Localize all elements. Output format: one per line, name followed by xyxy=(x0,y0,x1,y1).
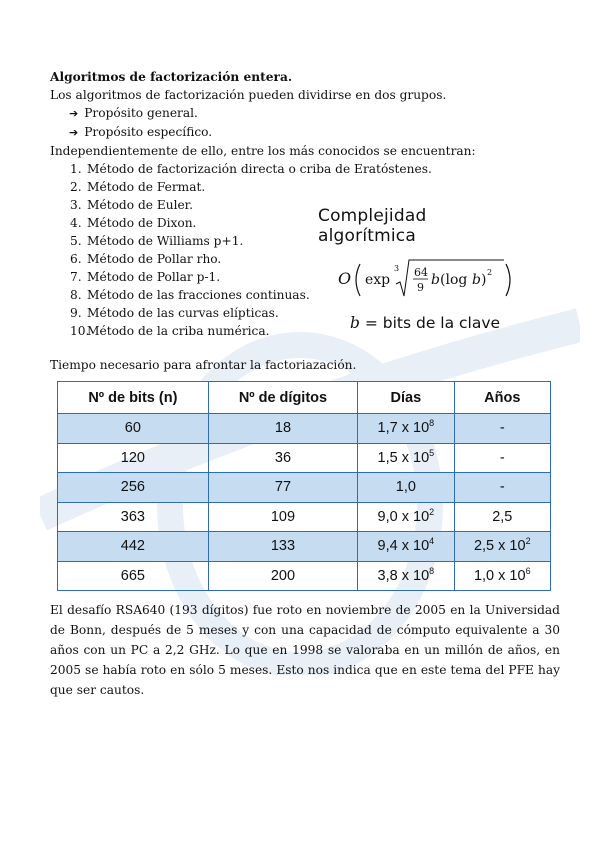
list-item xyxy=(69,104,560,123)
table-cell xyxy=(58,532,209,562)
column-header: Días xyxy=(358,382,454,414)
table-cell xyxy=(58,502,209,532)
cell-exponent: 2 xyxy=(429,506,435,517)
table-cell xyxy=(208,443,357,473)
groups-list xyxy=(50,104,560,142)
table-cell xyxy=(208,561,357,591)
cell-exponent: 8 xyxy=(429,418,435,429)
list-item xyxy=(69,123,560,142)
cell-value: 3,8 x 10 xyxy=(377,567,430,584)
cell-value: 256 xyxy=(120,479,145,496)
table-row xyxy=(58,561,551,591)
method-label: Método de Pollar p-1. xyxy=(87,270,221,284)
column-header: Nº de bits (n) xyxy=(58,382,209,414)
complexity-formula xyxy=(318,254,518,302)
table-row xyxy=(58,532,551,562)
cell-exponent: 6 xyxy=(525,565,531,576)
table-cell xyxy=(454,443,550,473)
cell-value: 18 xyxy=(274,420,292,437)
table-cell xyxy=(358,561,454,591)
cell-value: 2,5 x 10 xyxy=(473,538,526,555)
method-label: Método de Dixon. xyxy=(87,216,197,230)
table-cell xyxy=(454,473,550,503)
method-number: 5. xyxy=(70,234,82,248)
closing-paragraph: El desafío RSA640 (193 dígitos) fue roto en noviembre de 2005 en la Universidad de Bonn, después de 5 meses y con una capacidad de cómputo equivalente a 30 años con un PC a 2,2 GHz. Lo que en 1998 se valoraba en un millón de años, en 2005 se había roto en sólo 5 meses. Esto nos indica que en este tema del PFE hay que ser cautos. xyxy=(50,603,560,697)
cell-value: 442 xyxy=(120,538,145,555)
method-label: Método de Pollar rho. xyxy=(87,252,222,266)
svg-text:): ) xyxy=(481,272,487,288)
list-item-label: Propósito general. xyxy=(84,106,198,120)
cell-exponent: 8 xyxy=(429,565,435,576)
svg-text:9: 9 xyxy=(417,281,424,294)
cell-value: 60 xyxy=(124,420,141,437)
method-number: 8. xyxy=(70,288,82,302)
method-item xyxy=(50,160,560,178)
method-label: Método de las fracciones continuas. xyxy=(87,288,310,302)
svg-text:2: 2 xyxy=(487,268,493,277)
table-cell xyxy=(58,443,209,473)
factorization-table xyxy=(57,381,551,591)
cell-value: 133 xyxy=(270,538,296,555)
svg-text:3: 3 xyxy=(394,264,400,273)
complexity-box xyxy=(318,206,518,332)
table-cell xyxy=(208,414,357,444)
cell-value: 77 xyxy=(274,479,292,496)
column-header: Años xyxy=(454,382,550,414)
table-row xyxy=(58,502,551,532)
svg-text:O: O xyxy=(338,269,352,288)
svg-text:b: b xyxy=(472,272,481,288)
bits-definition xyxy=(350,314,518,332)
method-label: Método de la criba numérica. xyxy=(87,324,270,338)
column-header: Nº de dígitos xyxy=(208,382,357,414)
table-cell xyxy=(208,473,357,503)
table-cell xyxy=(208,532,357,562)
table-cell xyxy=(58,414,209,444)
table-caption: Tiempo necesario para afrontar la factoriazación. xyxy=(50,358,357,372)
cell-value: 120 xyxy=(120,449,145,466)
method-number: 1. xyxy=(70,162,82,176)
method-number: 7. xyxy=(70,270,82,284)
table-cell xyxy=(358,502,454,532)
svg-text:exp: exp xyxy=(365,272,391,288)
table-cell xyxy=(358,532,454,562)
method-number: 9. xyxy=(70,306,82,320)
svg-text:b: b xyxy=(431,272,440,288)
table-cell xyxy=(454,502,550,532)
table-cell xyxy=(358,443,454,473)
table-cell xyxy=(358,473,454,503)
methods-intro: Independientemente de ello, entre los más conocidos se encuentran: xyxy=(50,144,476,158)
cell-value: - xyxy=(499,420,505,437)
cell-value: 1,5 x 10 xyxy=(377,449,430,466)
cell-value: - xyxy=(499,449,505,466)
method-label: Método de Euler. xyxy=(87,198,194,212)
section-heading: Algoritmos de factorización entera. xyxy=(50,70,293,84)
table-row xyxy=(58,414,551,444)
cell-value: 9,4 x 10 xyxy=(377,538,430,555)
table-row xyxy=(58,443,551,473)
method-number: 10. xyxy=(70,324,90,338)
cell-value: 665 xyxy=(120,567,145,584)
list-item-label: Propósito específico. xyxy=(84,125,213,139)
svg-text:64: 64 xyxy=(414,266,428,279)
cell-value: - xyxy=(499,479,505,496)
cell-exponent: 2 xyxy=(525,536,531,547)
cell-value: 109 xyxy=(270,508,296,525)
table-cell xyxy=(454,414,550,444)
method-number: 6. xyxy=(70,252,82,266)
cell-value: 1,0 xyxy=(395,479,416,496)
svg-text:(log: (log xyxy=(440,272,468,288)
method-item xyxy=(50,178,560,196)
cell-exponent: 5 xyxy=(429,447,435,458)
complexity-title: Complejidad algorítmica xyxy=(318,206,427,246)
bits-variable: b xyxy=(350,314,360,332)
table-cell xyxy=(58,561,209,591)
table-cell xyxy=(454,561,550,591)
cell-value: 200 xyxy=(270,567,296,584)
intro-text: Los algoritmos de factorización pueden dividirse en dos grupos. xyxy=(50,88,447,102)
table-cell xyxy=(454,532,550,562)
cell-value: 1,7 x 10 xyxy=(377,420,430,437)
cell-exponent: 4 xyxy=(429,536,435,547)
bits-definition-text: = bits de la clave xyxy=(359,314,501,332)
cell-value: 1,0 x 10 xyxy=(473,567,526,584)
table-cell xyxy=(208,502,357,532)
method-label: Método de Fermat. xyxy=(87,180,206,194)
method-label: Método de las curvas elípticas. xyxy=(87,306,279,320)
cell-value: 2,5 xyxy=(492,508,513,525)
cell-value: 363 xyxy=(120,508,145,525)
method-label: Método de Williams p+1. xyxy=(87,234,244,248)
method-number: 3. xyxy=(70,198,82,212)
method-label: Método de factorización directa o criba de Eratóstenes. xyxy=(87,162,432,176)
table-header-row xyxy=(58,382,551,414)
cell-value: 36 xyxy=(274,449,292,466)
table-cell xyxy=(58,473,209,503)
method-number: 2. xyxy=(70,180,82,194)
cell-value: 9,0 x 10 xyxy=(377,508,430,525)
table-cell xyxy=(358,414,454,444)
table-row xyxy=(58,473,551,503)
method-number: 4. xyxy=(70,216,82,230)
